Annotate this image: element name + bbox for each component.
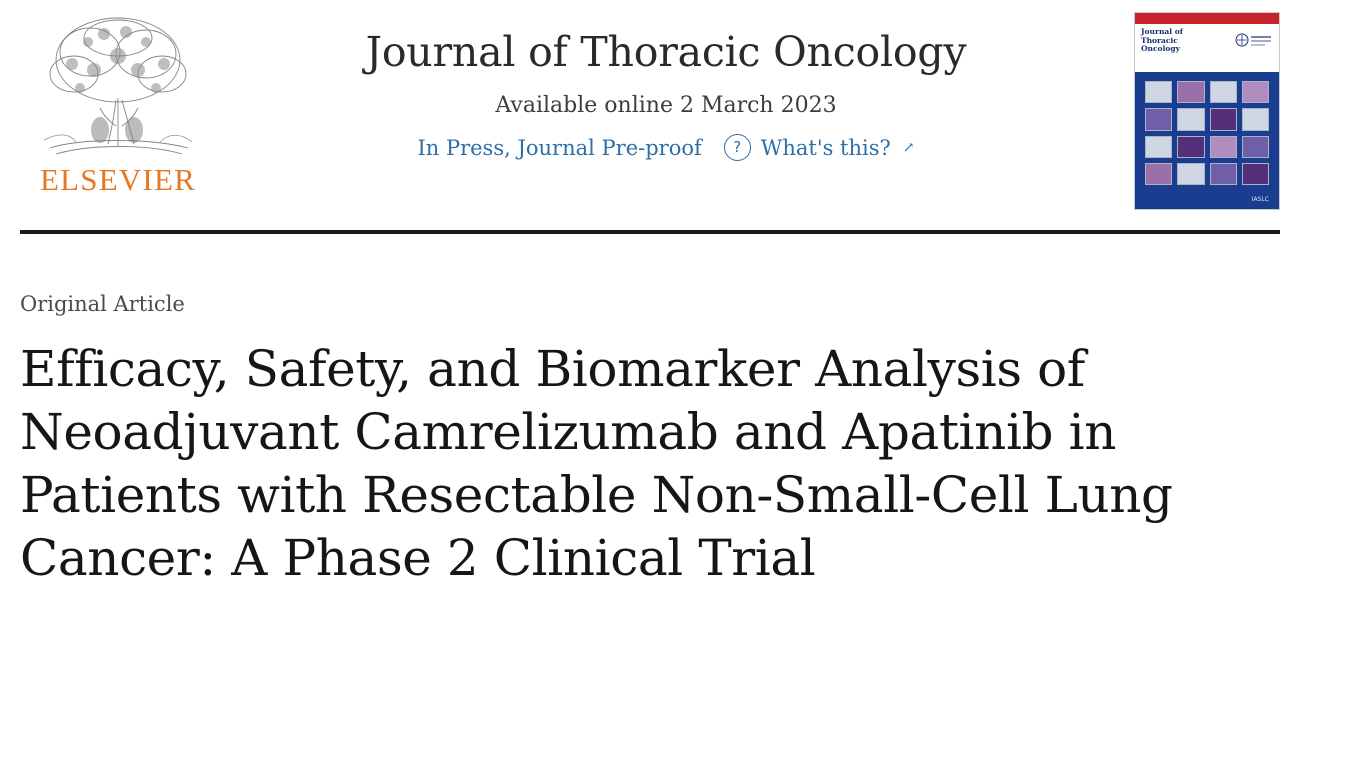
journal-header: [0, 0, 1350, 222]
cover-title-line-1: Journal of: [1141, 27, 1183, 36]
external-link-icon: ↗: [902, 139, 915, 156]
question-circle-icon: ?: [724, 134, 751, 161]
cover-grid-cell: [1177, 81, 1204, 103]
cover-grid-cell: [1242, 136, 1269, 158]
cover-grid-cell: [1177, 163, 1204, 185]
cover-grid-cell: [1210, 108, 1237, 130]
availability-date: Available online 2 March 2023: [495, 93, 837, 119]
cover-image-grid: [1145, 81, 1269, 185]
header-divider: [20, 230, 1280, 234]
cover-grid-cell: [1145, 108, 1172, 130]
cover-society-badge-icon: [1233, 32, 1273, 54]
cover-grid-cell: [1210, 136, 1237, 158]
journal-info: [216, 8, 1116, 161]
cover-grid-cell: [1177, 108, 1204, 130]
cover-grid-cell: [1242, 163, 1269, 185]
press-status-label: In Press, Journal Pre-proof: [417, 135, 702, 160]
publisher-name: ELSEVIER: [40, 162, 196, 197]
whats-this-label: What's this?: [760, 135, 891, 160]
cover-grid-cell: [1210, 163, 1237, 185]
press-status-row: [216, 134, 1116, 161]
elsevier-tree-logo-icon: [30, 12, 206, 162]
cover-grid-cell: [1242, 108, 1269, 130]
cover-title-line-2: Thoracic: [1141, 35, 1178, 45]
cover-artwork: [1135, 72, 1279, 209]
cover-grid-cell: [1177, 136, 1204, 158]
journal-title: Journal of Thoracic Oncology: [365, 28, 967, 76]
cover-grid-cell: [1145, 81, 1172, 103]
cover-grid-cell: [1145, 136, 1172, 158]
article-type-label: Original Article: [20, 292, 185, 316]
cover-footer-note: IASLC: [1251, 196, 1269, 203]
cover-masthead: [1135, 24, 1279, 72]
cover-top-bar: [1135, 13, 1279, 24]
cover-footer: [1145, 187, 1269, 203]
cover-title-line-3: Oncology: [1141, 44, 1181, 54]
cover-grid-cell: [1210, 81, 1237, 103]
article-title: Efficacy, Safety, and Biomarker Analysis of Neoadjuvant Camrelizumab and Apatinib in Patients with Resectable Non-Small-Cell Lung Cancer: A Phase 2 Clinical Trial: [20, 340, 1173, 587]
journal-cover-thumbnail[interactable]: [1134, 12, 1280, 210]
article-header: [0, 292, 1350, 590]
cover-grid-cell: [1242, 81, 1269, 103]
cover-grid-cell: [1145, 163, 1172, 185]
publisher-logo[interactable]: [20, 8, 216, 195]
whats-this-link[interactable]: [724, 134, 915, 161]
